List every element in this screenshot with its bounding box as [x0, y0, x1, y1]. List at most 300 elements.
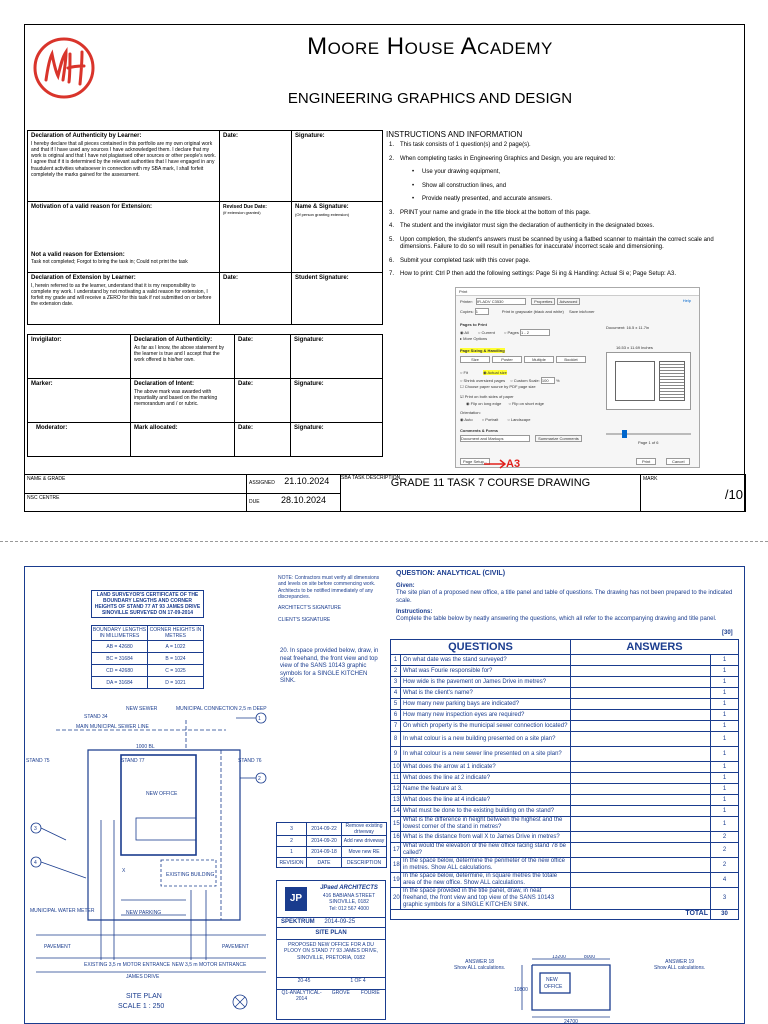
question-marks: 1 [711, 677, 739, 688]
stand76-label: STAND 76 [238, 758, 262, 764]
question-marks: 1 [711, 784, 739, 795]
james-drive-label: JAMES DRIVE [126, 974, 160, 980]
answer-field[interactable] [571, 699, 711, 710]
sink-drawing-space[interactable] [276, 690, 386, 820]
surveyor-certificate-heading: LAND SURVEYOR'S CERTIFICATE OF THE BOUNDARY LENGTHS AND CORNER HEIGHTS OF STAND 77 AT 93 JAMES DRIVE SINOVILLE SURVEYED ON 17-09-2014 [91, 590, 204, 618]
marker-label: Marker: [28, 379, 131, 423]
actual-size-radio[interactable]: ◉ Actual size [483, 370, 507, 375]
question-row [391, 773, 739, 784]
question-text: How many new inspection eyes are required? [401, 710, 571, 721]
corner-height: C = 1025 [148, 665, 204, 677]
question-number: 7 [391, 721, 401, 732]
mini-bottom: 24700 [564, 1019, 578, 1023]
question-row [391, 858, 739, 873]
invigilator-declaration-text: As far as I know, the above statement by the learner is true and I accept that the work offered is his/her own. [134, 344, 225, 363]
answer-field[interactable] [571, 832, 711, 843]
question-number: 14 [391, 806, 401, 817]
question-text: What does the arrow at 1 indicate? [401, 762, 571, 773]
instruction-bullet: • Use your drawing equipment, [422, 169, 736, 177]
question-text: Name the feature at 3. [401, 784, 571, 795]
drawn-by: GROVE [331, 990, 350, 996]
instruction-bullet: • Show all construction lines, and [422, 183, 736, 191]
question-marks: 1 [711, 732, 739, 747]
extension-date-field[interactable]: Date: [220, 273, 292, 325]
architects-name: JPaed ARCHITECTS [320, 885, 378, 891]
architects-address2: SINOVILLE, 0182 [329, 899, 369, 906]
task-description-cell [341, 475, 641, 512]
mini-office-plan [512, 955, 622, 1023]
pavement-right-label: PAVEMENT [222, 944, 249, 950]
title-block [24, 474, 745, 512]
due-label: DUE [249, 498, 260, 505]
question-text: In what colour is a new building presented on a site plan? [401, 732, 571, 747]
question-row [391, 832, 739, 843]
printed-date: 2014-09-25 [324, 919, 356, 925]
fit-radio[interactable]: ○ Fit [460, 370, 468, 375]
instruction-item: 2. When completing tasks in Engineering Graphics and Design, you are required to: [389, 155, 616, 162]
question-marks: 1 [711, 806, 739, 817]
question-number: 20 [391, 888, 401, 910]
landscape-radio[interactable]: ○ Landscape [507, 417, 531, 422]
help-link[interactable]: Help [682, 298, 691, 303]
question-row [391, 873, 739, 888]
site-plan-drawing [26, 700, 274, 1022]
scale-unit: % [556, 378, 560, 383]
answer-field[interactable] [571, 677, 711, 688]
question-row [391, 784, 739, 795]
question-text: In the space below, determine the perimeter of the new office in metres. Show ALL calculations. [401, 858, 571, 873]
question-number: 4 [391, 688, 401, 699]
print-button[interactable]: Print [636, 458, 656, 465]
question-row [391, 699, 739, 710]
answer-field[interactable] [571, 747, 711, 762]
answer-field[interactable] [571, 655, 711, 666]
invalid-reason-heading: Not a valid reason for Extension: [31, 251, 125, 258]
question-title: QUESTION: ANALYTICAL (CIVIL) [396, 570, 506, 577]
question-row [391, 666, 739, 677]
callout-3: 3 [34, 826, 37, 832]
orientation-heading: Orientation: [460, 410, 481, 415]
answer-field[interactable] [571, 666, 711, 677]
callout-4: 4 [34, 860, 37, 866]
auto-radio[interactable]: ◉ Auto [460, 417, 473, 422]
answer-field[interactable] [571, 688, 711, 699]
assigned-date: 21.10.2024 [284, 476, 330, 486]
print-dialog-screenshot [455, 287, 700, 468]
flip-short-radio[interactable]: ○ Flip on short edge [508, 401, 544, 406]
answer-field[interactable] [571, 762, 711, 773]
revised-due-note: (if extension granted) [223, 210, 261, 216]
checked-by: FOURIE [360, 990, 380, 996]
size-tab[interactable]: Size [460, 356, 490, 363]
answer-field[interactable] [571, 773, 711, 784]
question-text: What is the client's name? [401, 688, 571, 699]
question-text: What is the distance from wall X to James Drive in metres? [401, 832, 571, 843]
learner-signature-field[interactable]: Signature: [292, 131, 383, 202]
revised-due-date-field[interactable] [220, 202, 292, 273]
question-number: 15 [391, 817, 401, 832]
main-sewer-label: MAIN MUNICIPAL SEWER LINE [76, 724, 149, 730]
declaration-table [27, 130, 383, 325]
question-text: What does the line at 2 indicate? [401, 773, 571, 784]
new-sewer-label: NEW SEWER [126, 706, 158, 712]
architect-signature-label[interactable]: ARCHITECT'S SIGNATURE [278, 605, 342, 611]
drawing-number: 20-45 [297, 978, 311, 984]
sba-description-label: SBA TASK DESCRIPTION [341, 475, 401, 481]
learner-declaration-heading: Declaration of Authenticity by Learner: [31, 133, 142, 139]
question-marks: 2 [711, 832, 739, 843]
multiple-tab[interactable]: Multiple [524, 356, 554, 363]
question-number: 12 [391, 784, 401, 795]
revision-desc: Remove existing driveway [342, 823, 387, 836]
question-marks: 1 [711, 747, 739, 762]
extension-motivation-heading: Motivation of a valid reason for Extension: [31, 204, 153, 210]
project-description: PROPOSED NEW OFFICE FOR A DU PLOOY ON STAND 77 93 JAMES DRIVE, SINOVILLE, PRETORIA, 0182 [277, 939, 385, 963]
drawing-title: SITE PLAN [277, 927, 385, 936]
properties-button[interactable]: Properties [531, 298, 555, 305]
answer18-label: ANSWER 18 [465, 959, 495, 965]
learner-declaration-cell [28, 131, 220, 202]
revision-desc: Add new driveway [342, 836, 387, 847]
mini-label2: OFFICE [544, 984, 563, 990]
answer-field[interactable] [571, 710, 711, 721]
page-slider[interactable] [606, 433, 691, 435]
answer-field[interactable] [571, 843, 711, 858]
callout-2: 2 [258, 776, 261, 782]
question-marks: 1 [711, 688, 739, 699]
name-signature-note: (Of person granting extension) [295, 211, 350, 217]
callout-1: 1 [258, 716, 261, 722]
flip-long-radio[interactable]: ◉ Flip on long edge [466, 401, 502, 406]
more-options-toggle[interactable]: ▸ More Options [460, 336, 488, 341]
learner-declaration-text: I hereby declare that all pieces contained in this portfolio are my own original work and that if I have used any sources I have acknowledged them. I declare that my work is original and that I have not plagiarised other sources or other people's work. I agree that if it is determined by the relevant authorities that I have engaged in any fraudulent activities whatsoever in connection with my SBA mark, I shall forfeit completely the marks gained for the assessment. [31, 140, 216, 178]
instructions-heading: INSTRUCTIONS AND INFORMATION [386, 130, 523, 139]
bl-label: 1000 BL [136, 744, 155, 750]
question-number: 2 [391, 666, 401, 677]
current-radio[interactable]: ○ Current [477, 330, 495, 335]
water-meter-label: MUNICIPAL WATER METER [30, 908, 95, 914]
name-grade-field[interactable]: NAME & GRADE [25, 475, 247, 494]
cancel-button[interactable]: Cancel [666, 458, 690, 465]
wall-x-label: X [122, 868, 126, 874]
question-row [391, 795, 739, 806]
boundary-length: DA = 31684 [92, 677, 148, 689]
mini-height: 10800 [514, 987, 528, 993]
question-marks: 1 [711, 795, 739, 806]
moderator-signature-field[interactable]: Signature: [291, 423, 383, 457]
page-setup-button[interactable]: Page Setup... [460, 458, 490, 465]
question-marks: 3 [711, 888, 739, 910]
revision-date: 2014-09-22 [307, 823, 342, 836]
nsc-centre-field[interactable]: NSC CENTRE [25, 493, 247, 512]
comments-select[interactable]: Document and Markups [460, 435, 530, 442]
question-row [391, 747, 739, 762]
architects-tel: Tel: 012 567 4000 [329, 905, 369, 912]
question-row [391, 762, 739, 773]
total-value: 30 [711, 909, 739, 919]
question-number: 1 [391, 655, 401, 666]
print-preview [606, 352, 691, 410]
copies-input[interactable]: 1 [475, 308, 489, 315]
question-text: How wide is the pavement on James Drive in metres? [401, 677, 571, 688]
question-row [391, 688, 739, 699]
page-separator [0, 541, 768, 542]
answers-header: ANSWERS [571, 640, 739, 655]
contractor-note: NOTE: Contractors must verify all dimensions and levels on site before commencing work. Architects to be notified immediately of any discrepancies. [278, 575, 380, 600]
mark-total: /10 [724, 487, 743, 503]
answer-field[interactable] [571, 806, 711, 817]
summarize-button[interactable]: Summarize Comments [535, 435, 582, 442]
pages-radio[interactable]: ○ Pages [503, 330, 519, 335]
title-panel [276, 880, 386, 1020]
question-marks: 2 [711, 858, 739, 873]
corner-height: D = 1021 [148, 677, 204, 689]
given-label: Given: [396, 583, 415, 589]
question-text: How many new parking bays are indicated? [401, 699, 571, 710]
invigilator-declaration-heading: Declaration of Authenticity: [134, 337, 213, 343]
print-dialog-title: Print [456, 288, 699, 296]
revision-date: 2014-09-20 [307, 836, 342, 847]
total-marks: [30] [722, 630, 733, 636]
question-text: In the space provided in the title panel, draw, in neat freehand, the front view and top view of the SANS 10143 graphic symbols for a SINGLE KITCHEN SINK. [401, 888, 571, 910]
preview-size: 16.53 x 11.69 Inches [616, 345, 653, 350]
marker-date-field[interactable]: Date: [235, 379, 291, 423]
questions-table [390, 639, 739, 920]
question-marks: 2 [711, 843, 739, 858]
portrait-radio[interactable]: ○ Portrait [481, 417, 499, 422]
answer-field[interactable] [571, 888, 711, 910]
extension-declaration-cell [28, 273, 220, 325]
marker-declaration-heading: Declaration of Intent: [134, 381, 195, 387]
question-text: On which property is the municipal sewer connection located? [401, 721, 571, 732]
mini-width2: 8000 [584, 955, 596, 960]
question-marks: 4 [711, 873, 739, 888]
plan-scale: SCALE 1 : 250 [118, 1003, 165, 1010]
architects-logo: JP [285, 887, 307, 911]
question-marks: 1 [711, 773, 739, 784]
question-row [391, 817, 739, 832]
answer-field[interactable] [571, 817, 711, 832]
pavement-left-label: PAVEMENT [44, 944, 71, 950]
question-number: 18 [391, 858, 401, 873]
question-number: 6 [391, 710, 401, 721]
extension-name-signature-field[interactable] [292, 202, 383, 273]
printed-by: SPEKTRUM [281, 919, 315, 925]
existing-building-label: EXISTING BUILDING [166, 872, 215, 878]
answer19-note: Show ALL calculations. [654, 965, 706, 972]
revised-due-label: Revised Due Date: [223, 204, 267, 210]
question-number: 19 [391, 873, 401, 888]
new-parking-label: NEW PARKING [126, 910, 162, 916]
answer18-note: Show ALL calculations. [454, 965, 506, 972]
question-number: 13 [391, 795, 401, 806]
instructions-panel [386, 130, 736, 285]
poster-tab[interactable]: Poster [492, 356, 522, 363]
stand77-label: STAND 77 [121, 758, 145, 764]
client-signature-label[interactable]: CLIENT'S SIGNATURE [278, 617, 331, 623]
revision-header: REVISION [277, 858, 307, 868]
answer-field[interactable] [571, 732, 711, 747]
extension-declaration-heading: Declaration of Extension by Learner: [31, 275, 136, 281]
given-text: The site plan of a proposed new office, a title panel and table of questions. The drawing has not been prepared to the indicated scale. [396, 590, 733, 604]
both-sides-checkbox[interactable]: ☑ Print on both sides of paper [460, 394, 514, 399]
learner-date-field[interactable]: Date: [220, 131, 292, 202]
question-text: On what date was the stand surveyed? [401, 655, 571, 666]
new-entrance-label: NEW 3,5 m MOTOR ENTRANCE [172, 962, 247, 968]
question-row [391, 721, 739, 732]
due-cell [247, 493, 341, 512]
question-marks: 1 [711, 762, 739, 773]
question-row [391, 888, 739, 910]
school-name: Moore House Academy [307, 33, 553, 60]
page-count: Page 1 of 6 [638, 440, 659, 445]
q20-instruction: 20. In space provided below, draw, in neat freehand, the front view and top view of the SANS 10143 graphic symbols for a SINGLE KITCHEN SINK. [280, 648, 379, 684]
corner-heights-header: CORNER HEIGHTS IN METRES [148, 626, 204, 641]
question-number: 3 [391, 677, 401, 688]
due-date: 28.10.2024 [280, 494, 326, 505]
printer-label: Printer: [460, 299, 473, 304]
stand75-label: STAND 75 [26, 758, 50, 764]
extension-motivation-cell[interactable] [28, 202, 220, 273]
assigned-cell [247, 475, 341, 494]
revision-no: 3 [277, 823, 307, 836]
plan-title: SITE PLAN [126, 993, 162, 1000]
question-row [391, 732, 739, 747]
question-row [391, 806, 739, 817]
question-text: What was Fourie responsible for? [401, 666, 571, 677]
subject-title: ENGINEERING GRAPHICS AND DESIGN [287, 90, 573, 107]
architects-address1: 416 BABIANA STREET [322, 892, 376, 899]
invigilator-signature-field[interactable]: Signature: [291, 335, 383, 379]
mark-allocated-field[interactable]: Mark allocated: [131, 423, 235, 457]
question-number: 9 [391, 747, 401, 762]
revision-no: 2 [277, 836, 307, 847]
question-number: 17 [391, 843, 401, 858]
question-marks: 1 [711, 655, 739, 666]
question-text: What would the elevation of the new office facing stand 78 be called? [401, 843, 571, 858]
question-row [391, 710, 739, 721]
arrow-annotation-icon [482, 459, 506, 469]
question-row [391, 843, 739, 858]
save-ink-checkbox[interactable]: Save ink/toner [568, 309, 595, 314]
question-text: In the space below, determine, in square metres the totale area of the new office. Show ALL calculations. [401, 873, 571, 888]
scale-input[interactable]: 100 [541, 377, 555, 384]
question-marks: 1 [711, 710, 739, 721]
answer-field[interactable] [571, 858, 711, 873]
answer-field[interactable] [571, 873, 711, 888]
grayscale-checkbox[interactable]: Print in grayscale (black and white) [501, 309, 564, 314]
moderator-date-field[interactable]: Date: [235, 423, 291, 457]
shrink-radio[interactable]: ○ Shrink oversized pages [460, 378, 506, 383]
boundary-length: CD = 42680 [92, 665, 148, 677]
sheet-number: 1 OF 4 [350, 978, 366, 984]
instruction-item: 3. PRINT your name and grade in the title block at the bottom of this page. [389, 209, 591, 216]
answer-field[interactable] [571, 721, 711, 732]
surveyor-table [91, 625, 204, 689]
advanced-button[interactable]: Advanced [557, 298, 581, 305]
revision-desc: Move new RE [342, 847, 387, 858]
question-text: What is the difference in height between the highest and the lowest corner of the stand in metres? [401, 817, 571, 832]
description-header: DESCRIPTION [342, 858, 387, 868]
reference-code: Q1-ANALYTICAL-2014 [281, 990, 322, 1002]
instruction-item: 5. Upon completion, the student's answers must be scanned by using a flatbed scanner to maintain the correct scale and dimensions. Failure to do so will result in penalties for inaccurate/ incorrect scale and dimensioning. [389, 236, 714, 250]
question-number: 11 [391, 773, 401, 784]
page-sizing-heading: Page Sizing & Handling [460, 348, 505, 353]
new-office-label: NEW OFFICE [146, 791, 178, 797]
pages-to-print-heading: Pages to Print [460, 322, 487, 327]
marker-declaration-text: The above mark was awarded with impartiality and based on the marking memorandum and / or rubric. [134, 388, 218, 407]
marker-signature-field[interactable]: Signature: [291, 379, 383, 423]
sheet-instructions-text: Complete the table below by neatly answering the questions, which all refer to the accompanying drawing and title panel. [396, 616, 717, 622]
question-marks: 1 [711, 817, 739, 832]
existing-entrance-label: EXISTING 3,5 m MOTOR ENTRANCE [84, 962, 171, 968]
document-size: Document: 16.5 x 11.7in [606, 325, 650, 330]
invalid-reason-text: Task not completed; Forgot to bring the task in; Could not print the task [31, 259, 188, 265]
question-text: In what colour is a new sewer line presented on a site plan? [401, 747, 571, 762]
instruction-item: 6. Submit your completed task with this cover page. [389, 257, 531, 264]
revision-date: 2014-09-18 [307, 847, 342, 858]
name-signature-label: Name & Signature: [295, 204, 349, 210]
mini-width1: 13200 [552, 955, 566, 960]
question-row [391, 677, 739, 688]
corner-height: A = 1022 [148, 641, 204, 653]
instructions-label: Instructions: [396, 609, 433, 615]
student-signature-field[interactable]: Student Signature: [292, 273, 383, 325]
question-text: What does the line at 4 indicate? [401, 795, 571, 806]
all-radio[interactable]: ◉ All [460, 330, 469, 335]
invigilator-date-field[interactable]: Date: [235, 335, 291, 379]
question-number: 16 [391, 832, 401, 843]
moderator-label: Moderator: [28, 423, 131, 457]
comments-forms-heading: Comments & Forms [460, 428, 499, 433]
boundary-length: BC = 31684 [92, 653, 148, 665]
stand34-label: STAND 34 [84, 714, 108, 720]
revision-no: 1 [277, 847, 307, 858]
printer-select[interactable]: IR-ADV C3530 [476, 298, 526, 305]
instruction-item: 7. How to print: Ctrl P then add the following settings: Page Si ing & Handling: Actual Si e; Page Setup: A3. [389, 271, 677, 277]
copies-label: Copies: [460, 309, 474, 314]
answer19-space[interactable] [624, 970, 742, 1022]
question-text: What must be done to the existing building on the stand? [401, 806, 571, 817]
instruction-item: 4. The student and the invigilator must sign the declaration of authenticity in the designated boxes. [389, 223, 655, 229]
answer-field[interactable] [571, 784, 711, 795]
a3-annotation: A3 [506, 458, 521, 470]
paper-source-checkbox[interactable]: ☐ Choose paper source by PDF page size [460, 384, 536, 389]
boundary-lengths-header: BOUNDARY LENGTHS IN MILLIMETRES [92, 627, 147, 639]
date-header: DATE [307, 858, 342, 868]
question-marks: 1 [711, 721, 739, 732]
academy-logo [32, 36, 96, 100]
booklet-tab[interactable]: Booklet [556, 356, 586, 363]
questions-header: QUESTIONS [391, 640, 571, 655]
question-number: 10 [391, 762, 401, 773]
answer-field[interactable] [571, 795, 711, 806]
invigilator-label: Invigilator: [28, 335, 131, 379]
mark-label: MARK [643, 476, 658, 482]
total-label: TOTAL [391, 909, 711, 919]
question-number: 5 [391, 699, 401, 710]
mini-label1: NEW [546, 977, 558, 983]
question-number: 8 [391, 732, 401, 747]
boundary-length: AB = 42680 [92, 641, 148, 653]
custom-scale-radio[interactable]: ○ Custom Scale: [510, 378, 540, 383]
pages-input[interactable]: 1 - 2 [520, 329, 550, 336]
assigned-label: ASSIGNED [249, 480, 275, 486]
corner-height: B = 1024 [148, 653, 204, 665]
question-marks: 1 [711, 699, 739, 710]
mark-cell[interactable] [641, 475, 746, 512]
revisions-table [276, 822, 387, 868]
